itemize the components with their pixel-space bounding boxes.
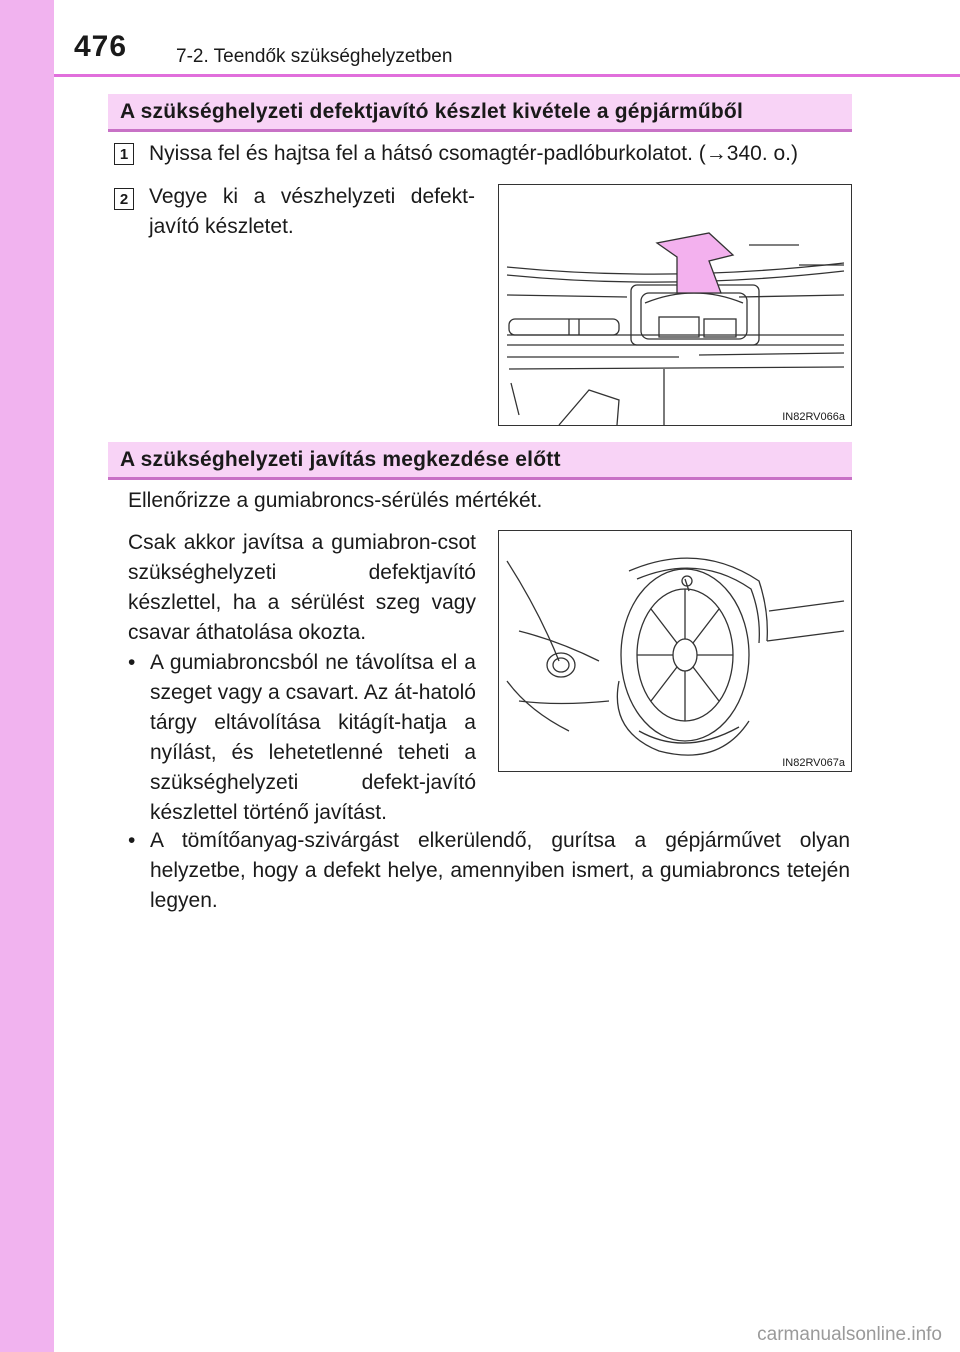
bullet-item-1	[128, 648, 476, 828]
figure-code-2: IN82RV067a	[782, 757, 845, 769]
figure-flat-tire	[498, 530, 852, 772]
step-2-text: Vegye ki a vészhelyzeti defekt-javító készletet.	[149, 185, 475, 238]
flat-tire-illustration	[499, 531, 851, 771]
page-number: 476	[74, 30, 128, 63]
step-number-1: 1	[114, 143, 134, 165]
header-rule	[54, 74, 960, 77]
intro-text: Ellenőrizze a gumiabroncs-sérülés mértékét.	[128, 489, 543, 512]
figure-code-1: IN82RV066a	[782, 411, 845, 423]
step-number-2: 2	[114, 188, 134, 210]
bullet-symbol: •	[128, 829, 136, 852]
bullet-text: A tömítőanyag-szivárgást elkerülendő, gurítsa a gépjárművet olyan helyzetbe, hogy a defekt helye, amennyiben ismert, a gumiabroncs tetején legyen.	[150, 829, 850, 912]
bullet-item-2	[128, 826, 850, 916]
figure-trunk-kit-removal	[498, 184, 852, 426]
bullet-text: A gumiabroncsból ne távolítsa el a szeget vagy a csavart. Az át-hatoló tárgy eltávolítása kitágít-hatja a nyílást, és lehetetlenné teheti a szükséghelyzeti defekt-javító készlettel történő javítást.	[150, 651, 476, 824]
watermark: carmanualsonline.info	[757, 1324, 942, 1345]
chapter-title: 7-2. Teendők szükséghelyzetben	[176, 46, 453, 67]
step-1-text: Nyissa fel és hajtsa fel a hátsó csomagtér-padlóburkolatot. (→340. o.)	[149, 142, 798, 165]
bullet-symbol: •	[128, 651, 136, 674]
section-heading-kit-removal: A szükséghelyzeti defektjavító készlet kivétele a gépjárműből	[108, 94, 852, 132]
trunk-illustration	[499, 185, 851, 425]
side-tab-strip	[0, 0, 54, 1352]
condition-paragraph: Csak akkor javítsa a gumiabron-csot szükséghelyzeti defektjavító készlettel, ha a sérülést szeg vagy csavar áthatolása okozta.	[128, 531, 476, 644]
section-heading-before-repair: A szükséghelyzeti javítás megkezdése előtt	[108, 442, 852, 480]
